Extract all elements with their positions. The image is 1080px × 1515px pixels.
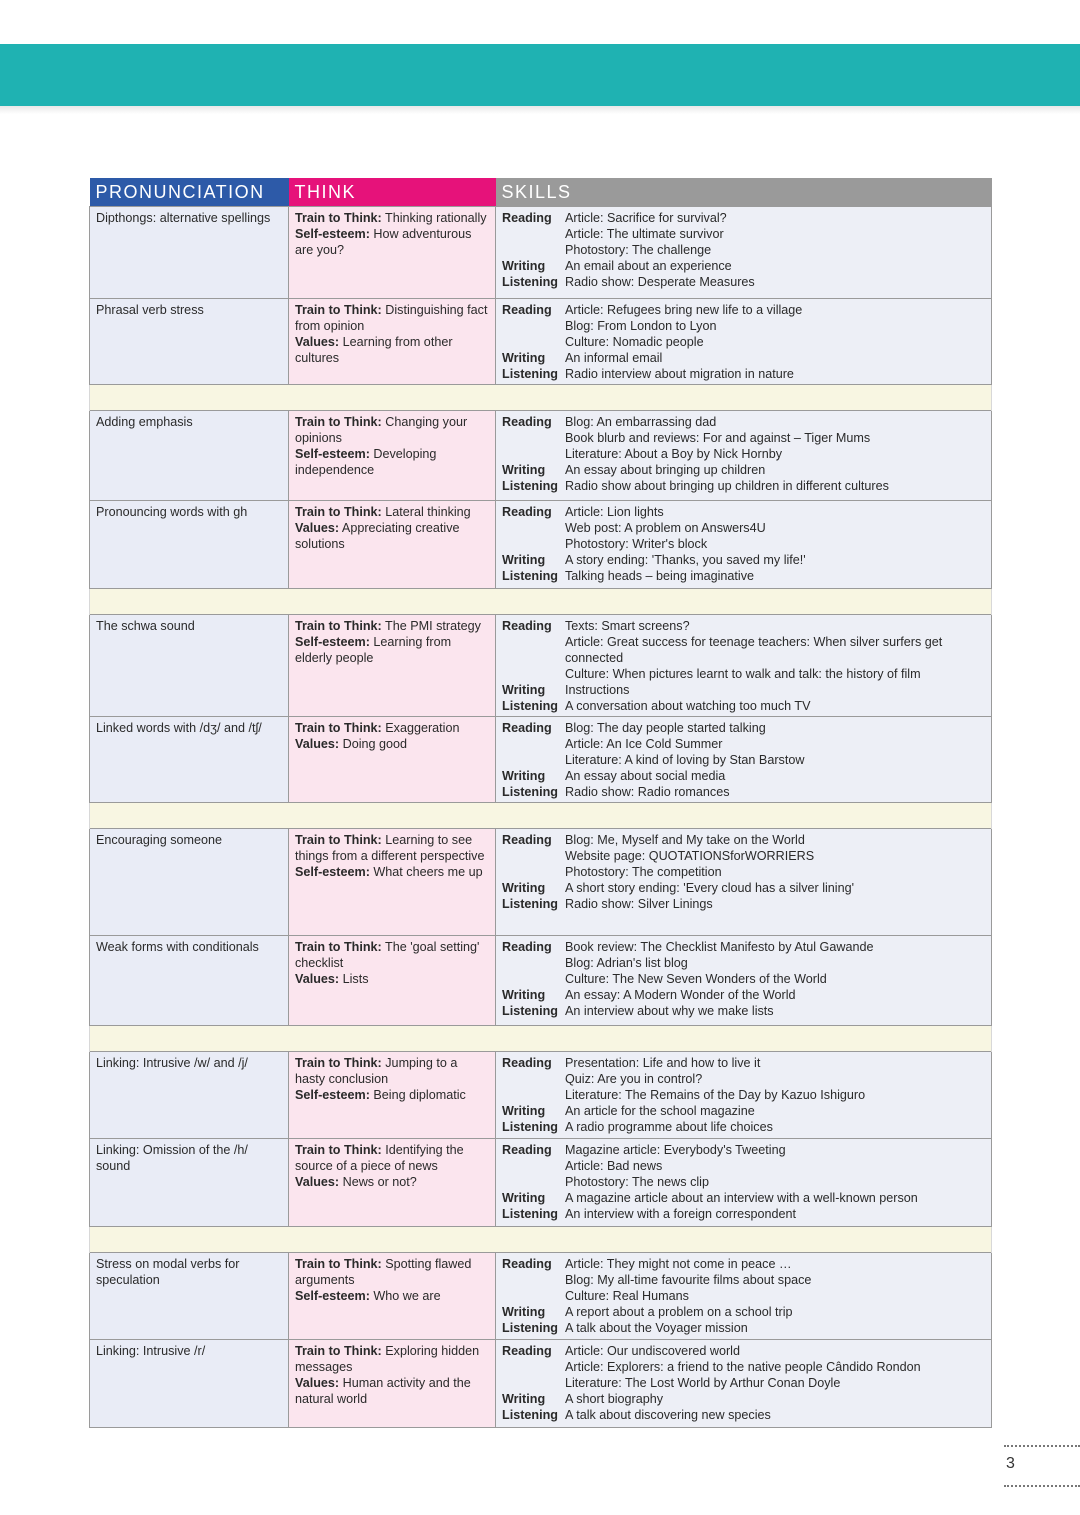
think-item (295, 504, 489, 520)
think-cell (289, 829, 496, 936)
skill-item: Blog: Me, Myself and My take on the World (565, 833, 805, 847)
skill-type: Writing (502, 881, 546, 895)
skills-list (502, 1055, 985, 1135)
skills-list (502, 1343, 985, 1423)
skill-item: Presentation: Life and how to live it (565, 1056, 761, 1070)
header-skills: SKILLS (496, 178, 992, 207)
skill-item: Radio show: Desperate Measures (565, 275, 755, 289)
skill-item: Article: Refugees bring new life to a village (565, 303, 803, 317)
section-gap-cell (90, 589, 992, 615)
think-item (295, 832, 489, 864)
page-number: 3 (1006, 1455, 1015, 1472)
skill-type (502, 334, 565, 350)
skills-cell (496, 1052, 992, 1139)
think-cell (289, 936, 496, 1026)
think-text: The PMI strategy (381, 619, 481, 633)
think-label: Self-esteem: (295, 865, 370, 879)
table-row (90, 411, 992, 501)
pronunciation-cell: Pronouncing words with gh (90, 501, 289, 589)
skill-type: Listening (502, 699, 558, 713)
skills-cell (496, 615, 992, 717)
skill-type (502, 1158, 565, 1174)
pronunciation-cell: Linking: Intrusive /r/ (90, 1340, 289, 1428)
think-item (295, 1343, 489, 1375)
skill-type: Listening (502, 569, 558, 583)
think-item (295, 1256, 489, 1288)
think-item (295, 1087, 489, 1103)
skill-item: Instructions (565, 683, 630, 697)
skill-type (502, 864, 565, 880)
skills-list (502, 1142, 985, 1222)
skill-type (502, 446, 565, 462)
think-label: Self-esteem: (295, 1289, 370, 1303)
pronunciation-cell: The schwa sound (90, 615, 289, 717)
table-row (90, 1139, 992, 1227)
skill-type (502, 1272, 565, 1288)
think-label: Train to Think: (295, 619, 382, 633)
pronunciation-cell: Adding emphasis (90, 411, 289, 501)
skill-item: Article: They might not come in peace … (565, 1257, 792, 1271)
skill-item: A story ending: 'Thanks, you saved my life!' (565, 553, 806, 567)
think-text: How adventurous are you? (295, 227, 472, 257)
skill-type: Writing (502, 1392, 546, 1406)
skill-item: Culture: Real Humans (565, 1289, 689, 1303)
skill-item: Literature: A kind of loving by Stan Barstow (565, 753, 805, 767)
skill-type (502, 1375, 565, 1391)
skill-item: Article: Bad news (565, 1159, 663, 1173)
skill-type: Listening (502, 1004, 558, 1018)
skill-item: Article: Our undiscovered world (565, 1344, 740, 1358)
think-text: Developing independence (295, 447, 437, 477)
think-cell (289, 1340, 496, 1428)
skill-item: Texts: Smart screens? (565, 619, 690, 633)
pronunciation-cell: Phrasal verb stress (90, 299, 289, 385)
think-label: Values: (295, 521, 340, 535)
think-text: Doing good (339, 737, 408, 751)
skill-item: An essay about social media (565, 769, 726, 783)
table-row (90, 936, 992, 1026)
think-text: Lists (339, 972, 369, 986)
think-label: Train to Think: (295, 211, 382, 225)
think-text: Learning from other cultures (295, 335, 453, 365)
section-gap (90, 1227, 992, 1253)
table-row (90, 501, 992, 589)
think-label: Values: (295, 1175, 340, 1189)
skill-item: An interview with a foreign correspondent (565, 1207, 797, 1221)
skills-list (502, 939, 985, 1019)
think-label: Self-esteem: (295, 227, 370, 241)
think-cell (289, 1052, 496, 1139)
skill-item: Radio show: Radio romances (565, 785, 730, 799)
skill-type: Writing (502, 1305, 546, 1319)
think-cell (289, 1139, 496, 1227)
think-label: Train to Think: (295, 1257, 382, 1271)
think-label: Train to Think: (295, 940, 382, 954)
think-item (295, 226, 489, 258)
skill-item: Blog: Adrian's list blog (565, 956, 688, 970)
skill-item: Article: Explorers: a friend to the native people Cândido Rondon (565, 1360, 921, 1374)
think-text: News or not? (339, 1175, 417, 1189)
skills-list (502, 618, 985, 714)
skill-type: Writing (502, 351, 546, 365)
skills-list (502, 1256, 985, 1336)
skill-item: A short biography (565, 1392, 664, 1406)
table-row (90, 1340, 992, 1428)
pronunciation-cell: Linking: Intrusive /w/ and /j/ (90, 1052, 289, 1139)
header-pronunciation: PRONUNCIATION (90, 178, 289, 207)
skill-type (502, 634, 565, 666)
syllabus-table (89, 178, 992, 1428)
skill-type (502, 736, 565, 752)
think-text: Changing your opinions (295, 415, 468, 445)
think-text: Identifying the source of a piece of news (295, 1143, 464, 1173)
skill-item: Literature: About a Boy by Nick Hornby (565, 447, 783, 461)
think-item (295, 1174, 489, 1190)
table-row (90, 1253, 992, 1340)
pronunciation-cell: Encouraging someone (90, 829, 289, 936)
skill-item: Quiz: Are you in control? (565, 1072, 703, 1086)
think-text: Spotting flawed arguments (295, 1257, 472, 1287)
think-label: Train to Think: (295, 303, 382, 317)
think-text: Distinguishing fact from opinion (295, 303, 488, 333)
skill-type (502, 242, 565, 258)
skill-item: A short story ending: 'Every cloud has a silver lining' (565, 881, 855, 895)
think-item (295, 634, 489, 666)
skills-cell (496, 1340, 992, 1428)
skill-type: Writing (502, 553, 546, 567)
skills-list (502, 504, 985, 584)
skill-item: Photostory: The challenge (565, 243, 712, 257)
think-text: Appreciating creative solutions (295, 521, 460, 551)
think-label: Values: (295, 335, 340, 349)
skill-type: Reading (502, 303, 552, 317)
skill-item: A talk about discovering new species (565, 1408, 771, 1422)
think-cell (289, 207, 496, 299)
skill-item: Article: Sacrifice for survival? (565, 211, 727, 225)
skills-cell (496, 207, 992, 299)
think-label: Train to Think: (295, 415, 382, 429)
think-label: Self-esteem: (295, 447, 370, 461)
table-row (90, 829, 992, 936)
think-cell (289, 501, 496, 589)
skills-cell (496, 411, 992, 501)
think-label: Train to Think: (295, 1344, 382, 1358)
think-cell (289, 1253, 496, 1340)
think-text: Being diplomatic (369, 1088, 466, 1102)
skill-type (502, 955, 565, 971)
skill-type: Writing (502, 683, 546, 697)
page-number-box (1004, 1445, 1080, 1487)
skill-type: Reading (502, 505, 552, 519)
skill-item: A conversation about watching too much TV (565, 699, 811, 713)
skill-type: Listening (502, 1408, 558, 1422)
skill-type: Listening (502, 785, 558, 799)
think-item (295, 864, 489, 880)
skill-item: Literature: The Lost World by Arthur Conan Doyle (565, 1376, 841, 1390)
skill-type (502, 1071, 565, 1087)
skill-type: Reading (502, 619, 552, 633)
skill-item: Blog: An embarrassing dad (565, 415, 717, 429)
skills-list (502, 720, 985, 800)
think-text: What cheers me up (369, 865, 483, 879)
section-gap-cell (90, 1026, 992, 1052)
skill-type: Writing (502, 769, 546, 783)
section-gap (90, 589, 992, 615)
think-text: Thinking rationally (381, 211, 487, 225)
think-label: Train to Think: (295, 505, 382, 519)
think-item (295, 939, 489, 971)
skills-cell (496, 1253, 992, 1340)
skill-item: An interview about why we make lists (565, 1004, 774, 1018)
skill-type (502, 971, 565, 987)
skill-item: An article for the school magazine (565, 1104, 755, 1118)
section-gap (90, 803, 992, 829)
think-label: Values: (295, 1376, 340, 1390)
skill-type (502, 536, 565, 552)
skill-item: A talk about the Voyager mission (565, 1321, 748, 1335)
think-item (295, 446, 489, 478)
pronunciation-cell: Weak forms with conditionals (90, 936, 289, 1026)
think-item (295, 520, 489, 552)
skill-item: Radio interview about migration in nature (565, 367, 794, 381)
skill-item: A report about a problem on a school trip (565, 1305, 793, 1319)
skill-type (502, 752, 565, 768)
skill-item: Culture: The New Seven Wonders of the World (565, 972, 827, 986)
think-cell (289, 299, 496, 385)
skills-list (502, 414, 985, 494)
skill-item: Blog: From London to Lyon (565, 319, 717, 333)
skill-type: Reading (502, 1257, 552, 1271)
think-label: Train to Think: (295, 833, 382, 847)
skills-list (502, 210, 985, 290)
skill-type: Reading (502, 833, 552, 847)
skill-type: Writing (502, 988, 546, 1002)
skill-type: Writing (502, 1191, 546, 1205)
header-row (90, 178, 992, 207)
skill-type: Listening (502, 275, 558, 289)
skill-item: Literature: The Remains of the Day by Kazuo Ishiguro (565, 1088, 866, 1102)
think-item (295, 334, 489, 366)
skill-type: Listening (502, 479, 558, 493)
skill-type: Listening (502, 897, 558, 911)
skill-item: Radio show about bringing up children in different cultures (565, 479, 889, 493)
table-row (90, 1052, 992, 1139)
think-label: Values: (295, 972, 340, 986)
skill-item: Book blurb and reviews: For and against – Tiger Mums (565, 431, 871, 445)
think-cell (289, 411, 496, 501)
skill-type (502, 1087, 565, 1103)
skills-cell (496, 299, 992, 385)
think-item (295, 1055, 489, 1087)
skills-cell (496, 936, 992, 1026)
think-label: Train to Think: (295, 1056, 382, 1070)
think-cell (289, 615, 496, 717)
table-row (90, 615, 992, 717)
skill-type: Reading (502, 721, 552, 735)
skill-item: An informal email (565, 351, 663, 365)
skill-item: Culture: Nomadic people (565, 335, 704, 349)
pronunciation-cell: Linking: Omission of the /h/ sound (90, 1139, 289, 1227)
table-row (90, 207, 992, 299)
skill-type: Listening (502, 1321, 558, 1335)
skill-type: Listening (502, 1207, 558, 1221)
skill-type (502, 226, 565, 242)
skill-type (502, 848, 565, 864)
skill-item: A magazine article about an interview with a well-known person (565, 1191, 918, 1205)
skill-item: Web post: A problem on Answers4U (565, 521, 766, 535)
skill-item: Book review: The Checklist Manifesto by Atul Gawande (565, 940, 874, 954)
think-text: Who we are (369, 1289, 441, 1303)
skill-type: Listening (502, 367, 558, 381)
section-gap (90, 1026, 992, 1052)
skill-type: Reading (502, 1056, 552, 1070)
skill-type (502, 520, 565, 536)
think-item (295, 618, 489, 634)
pronunciation-cell: Dipthongs: alternative spellings (90, 207, 289, 299)
skill-item: Article: Lion lights (565, 505, 664, 519)
section-gap-cell (90, 385, 992, 411)
skills-list (502, 832, 985, 912)
think-label: Self-esteem: (295, 635, 370, 649)
skill-type: Reading (502, 1344, 552, 1358)
think-text: Exploring hidden messages (295, 1344, 480, 1374)
skill-item: Blog: The day people started talking (565, 721, 766, 735)
skill-item: Website page: QUOTATIONSforWORRIERS (565, 849, 815, 863)
think-text: Exaggeration (381, 721, 460, 735)
skill-type: Reading (502, 415, 552, 429)
skills-list (502, 302, 985, 382)
skill-type (502, 1359, 565, 1375)
skills-cell (496, 501, 992, 589)
skill-item: Radio show: Silver Linings (565, 897, 713, 911)
think-label: Values: (295, 737, 340, 751)
skills-cell (496, 829, 992, 936)
think-item (295, 414, 489, 446)
think-item (295, 1288, 489, 1304)
banner-shadow (0, 106, 1080, 114)
skill-type (502, 666, 565, 682)
think-item (295, 1142, 489, 1174)
think-cell (289, 717, 496, 803)
table-row (90, 717, 992, 803)
think-text: The 'goal setting' checklist (295, 940, 480, 970)
think-text: Jumping to a hasty conclusion (295, 1056, 458, 1086)
skill-item: A radio programme about life choices (565, 1120, 773, 1134)
skill-type (502, 1288, 565, 1304)
think-label: Train to Think: (295, 721, 382, 735)
table-row (90, 299, 992, 385)
section-gap-cell (90, 803, 992, 829)
think-text: Lateral thinking (381, 505, 471, 519)
think-text: Human activity and the natural world (295, 1376, 471, 1406)
skills-cell (496, 1139, 992, 1227)
skill-type: Reading (502, 1143, 552, 1157)
skill-type: Reading (502, 940, 552, 954)
skill-item: Article: Great success for teenage teachers: When silver surfers get connected (565, 635, 943, 665)
header-think: THINK (289, 178, 496, 207)
think-text: Learning to see things from a different perspective (295, 833, 485, 863)
think-label: Self-esteem: (295, 1088, 370, 1102)
section-gap-cell (90, 1227, 992, 1253)
think-item (295, 736, 489, 752)
skill-item: An email about an experience (565, 259, 732, 273)
top-banner (0, 44, 1080, 106)
skill-item: Talking heads – being imaginative (565, 569, 755, 583)
skill-item: An essay: A Modern Wonder of the World (565, 988, 796, 1002)
skill-type: Writing (502, 463, 546, 477)
skill-item: Photostory: The news clip (565, 1175, 709, 1189)
pronunciation-cell: Stress on modal verbs for speculation (90, 1253, 289, 1340)
skill-item: Culture: When pictures learnt to walk and talk: the history of film (565, 667, 921, 681)
section-gap (90, 385, 992, 411)
skill-type: Reading (502, 211, 552, 225)
skill-type (502, 1174, 565, 1190)
skill-item: Photostory: Writer's block (565, 537, 708, 551)
skill-type (502, 430, 565, 446)
skill-type (502, 318, 565, 334)
skill-item: Photostory: The competition (565, 865, 722, 879)
pronunciation-cell: Linked words with /dʒ/ and /tʃ/ (90, 717, 289, 803)
think-item (295, 720, 489, 736)
think-item (295, 210, 489, 226)
skill-type: Writing (502, 259, 546, 273)
skills-cell (496, 717, 992, 803)
skill-item: Article: The ultimate survivor (565, 227, 724, 241)
skill-item: Blog: My all-time favourite films about space (565, 1273, 812, 1287)
skill-type: Listening (502, 1120, 558, 1134)
skill-item: Article: An Ice Cold Summer (565, 737, 723, 751)
think-text: Learning from elderly people (295, 635, 452, 665)
think-item (295, 302, 489, 334)
think-item (295, 1375, 489, 1407)
think-label: Train to Think: (295, 1143, 382, 1157)
skill-type: Writing (502, 1104, 546, 1118)
skill-item: Magazine article: Everybody's Tweeting (565, 1143, 786, 1157)
think-item (295, 971, 489, 987)
skill-item: An essay about bringing up children (565, 463, 766, 477)
